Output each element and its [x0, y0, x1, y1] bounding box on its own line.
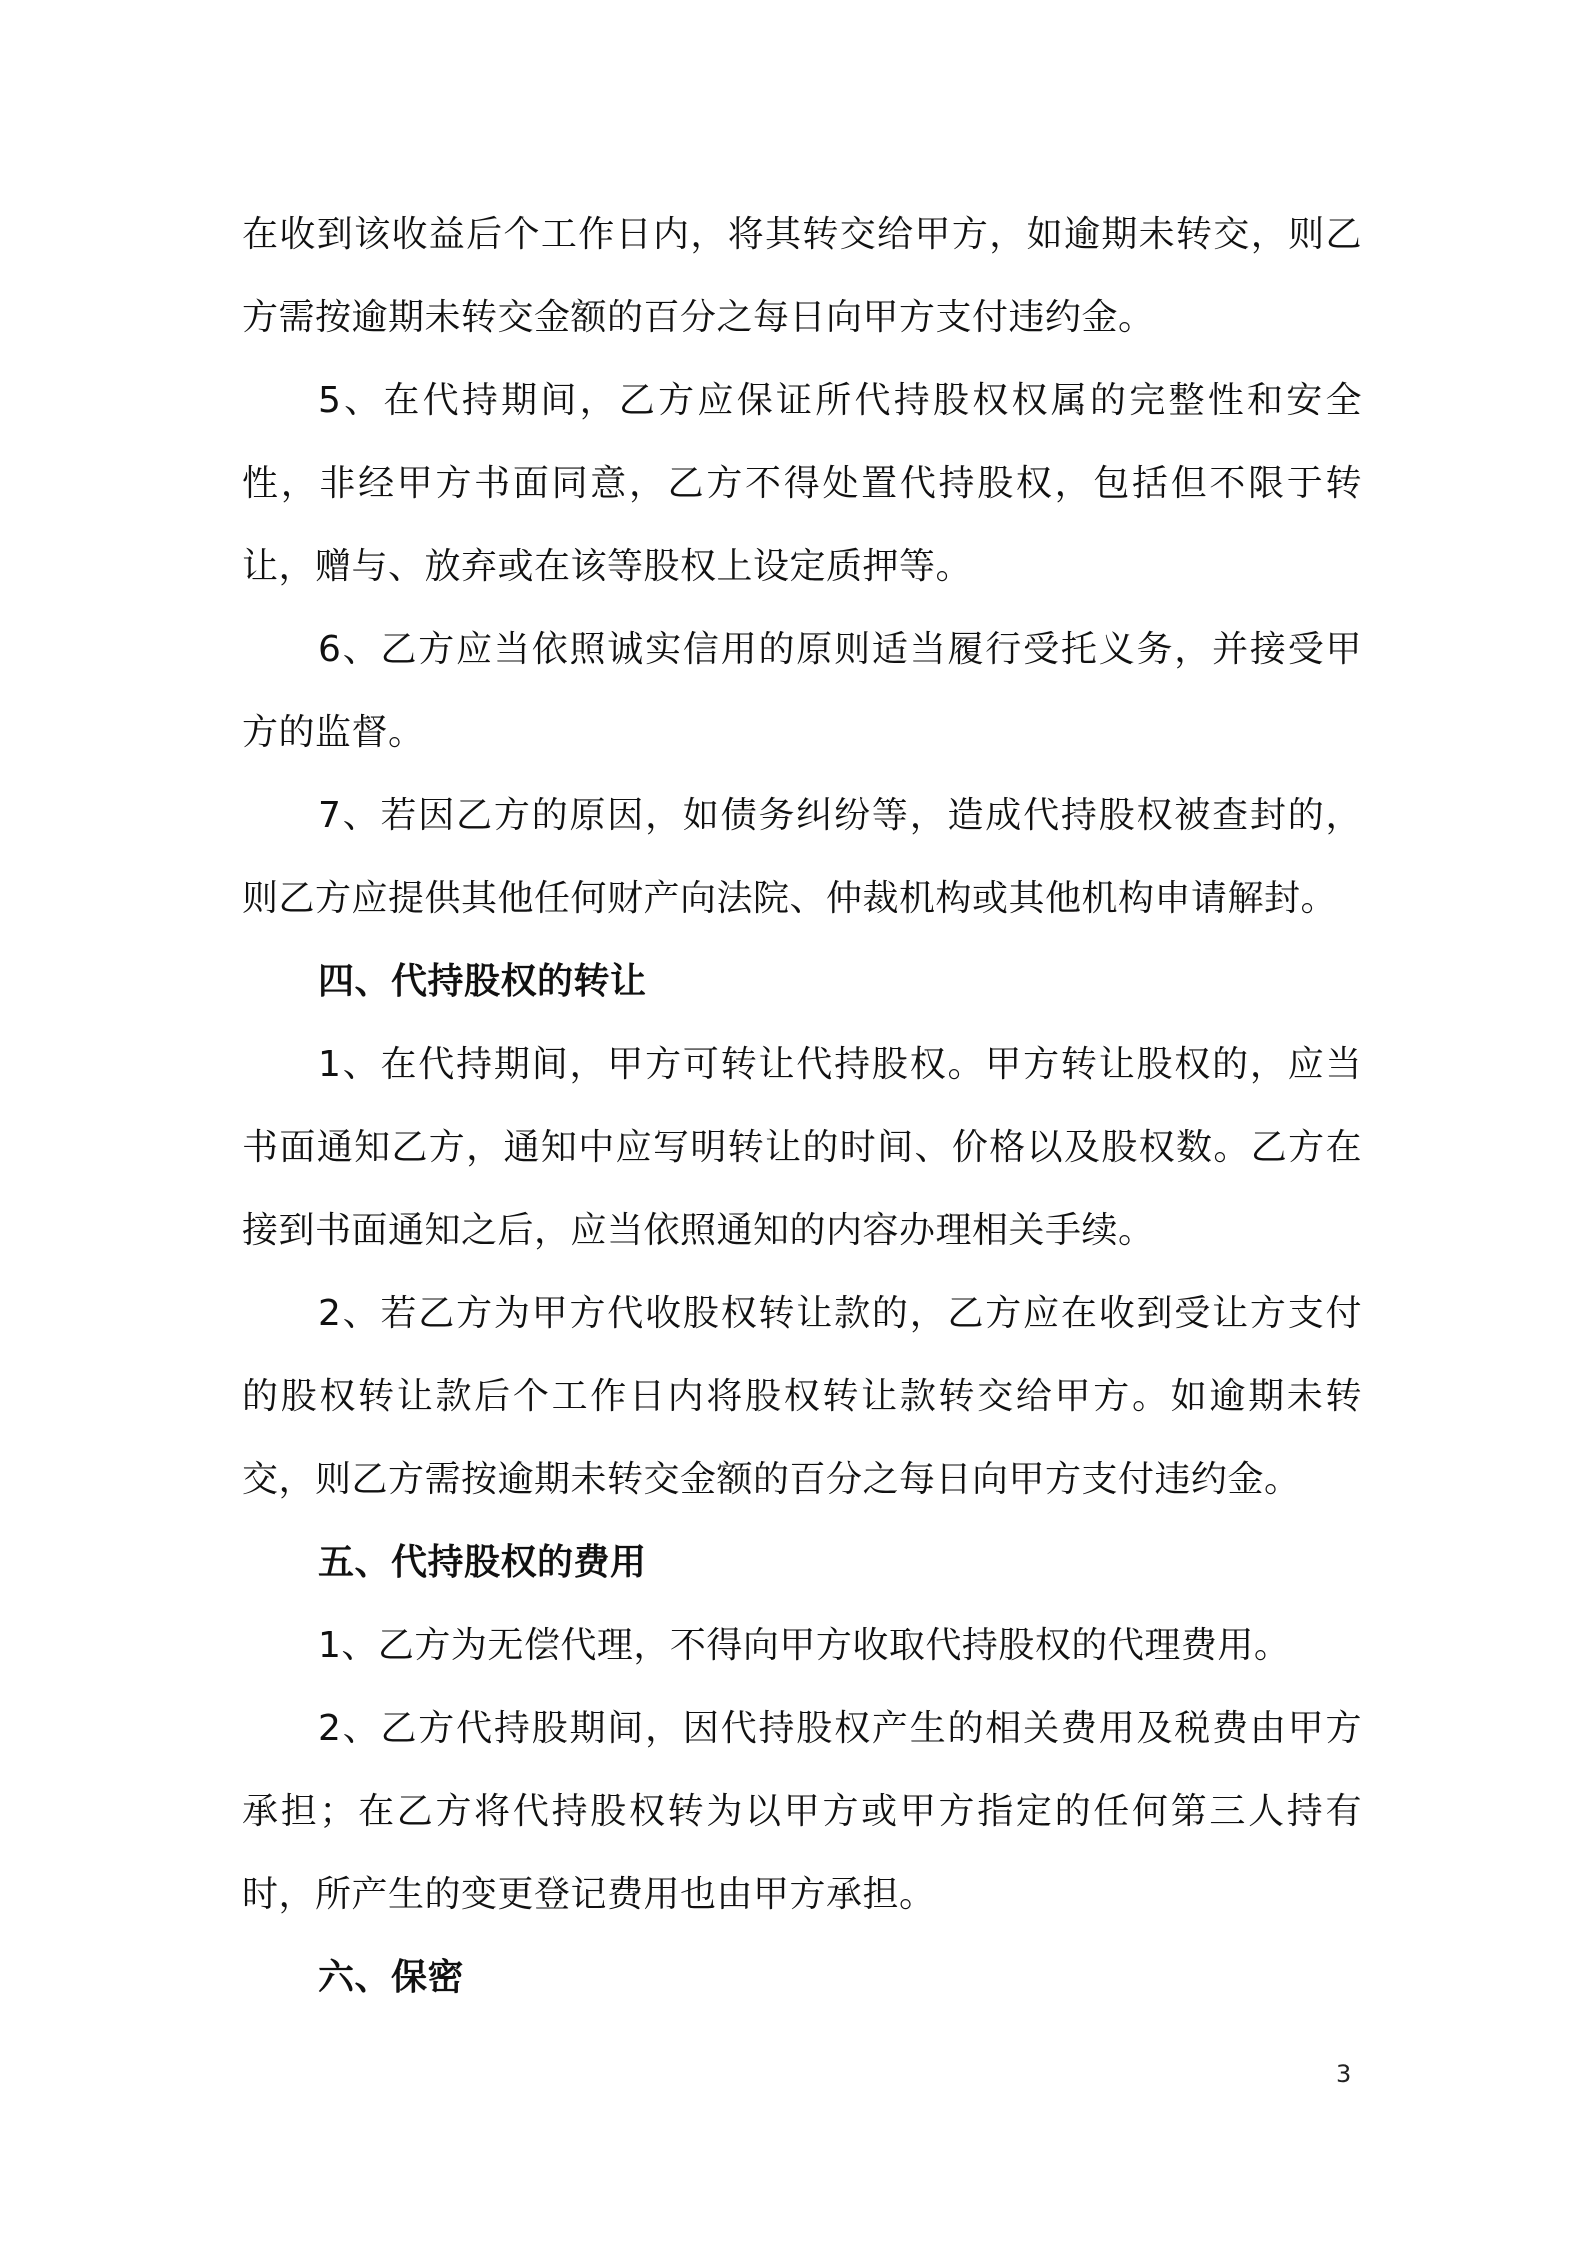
paragraph-fees-2: 2、乙方代持股期间，因代持股权产生的相关费用及税费由甲方承担；在乙方将代持股权转为以甲方或甲方指定的任何第三人持有时，所产生的变更登记费用也由甲方承担。: [242, 1708, 1362, 1915]
paragraph-continuation: 在收到该收益后个工作日内，将其转交给甲方，如逾期未转交，则乙方需按逾期未转交金额的百分之每日向甲方支付违约金。: [242, 214, 1362, 338]
section-heading-transfer: 四、代持股权的转让: [318, 961, 647, 1002]
paragraph-clause-6: 6、乙方应当依照诚实信用的原则适当履行受托义务，并接受甲方的监督。: [242, 629, 1362, 753]
section-heading-confidentiality: 六、保密: [318, 1957, 465, 1998]
page-number: 3: [1336, 2060, 1352, 2088]
paragraph-fees-1: 1、乙方为无偿代理，不得向甲方收取代持股权的代理费用。: [318, 1625, 1291, 1666]
document-body: [242, 193, 1362, 2019]
paragraph-transfer-1: 1、在代持期间，甲方可转让代持股权。甲方转让股权的，应当书面通知乙方，通知中应写明转让的时间、价格以及股权数。乙方在接到书面通知之后，应当依照通知的内容办理相关手续。: [242, 1044, 1362, 1251]
section-heading-fees: 五、代持股权的费用: [318, 1542, 647, 1583]
paragraph-transfer-2: 2、若乙方为甲方代收股权转让款的，乙方应在收到受让方支付的股权转让款后个工作日内将股权转让款转交给甲方。如逾期未转交，则乙方需按逾期未转交金额的百分之每日向甲方支付违约金。: [242, 1293, 1362, 1500]
paragraph-clause-7: 7、若因乙方的原因，如债务纠纷等，造成代持股权被查封的，则乙方应提供其他任何财产向法院、仲裁机构或其他机构申请解封。: [242, 795, 1362, 919]
paragraph-clause-5: 5、在代持期间，乙方应保证所代持股权权属的完整性和安全性，非经甲方书面同意，乙方不得处置代持股权，包括但不限于转让，赠与、放弃或在该等股权上设定质押等。: [242, 380, 1362, 587]
